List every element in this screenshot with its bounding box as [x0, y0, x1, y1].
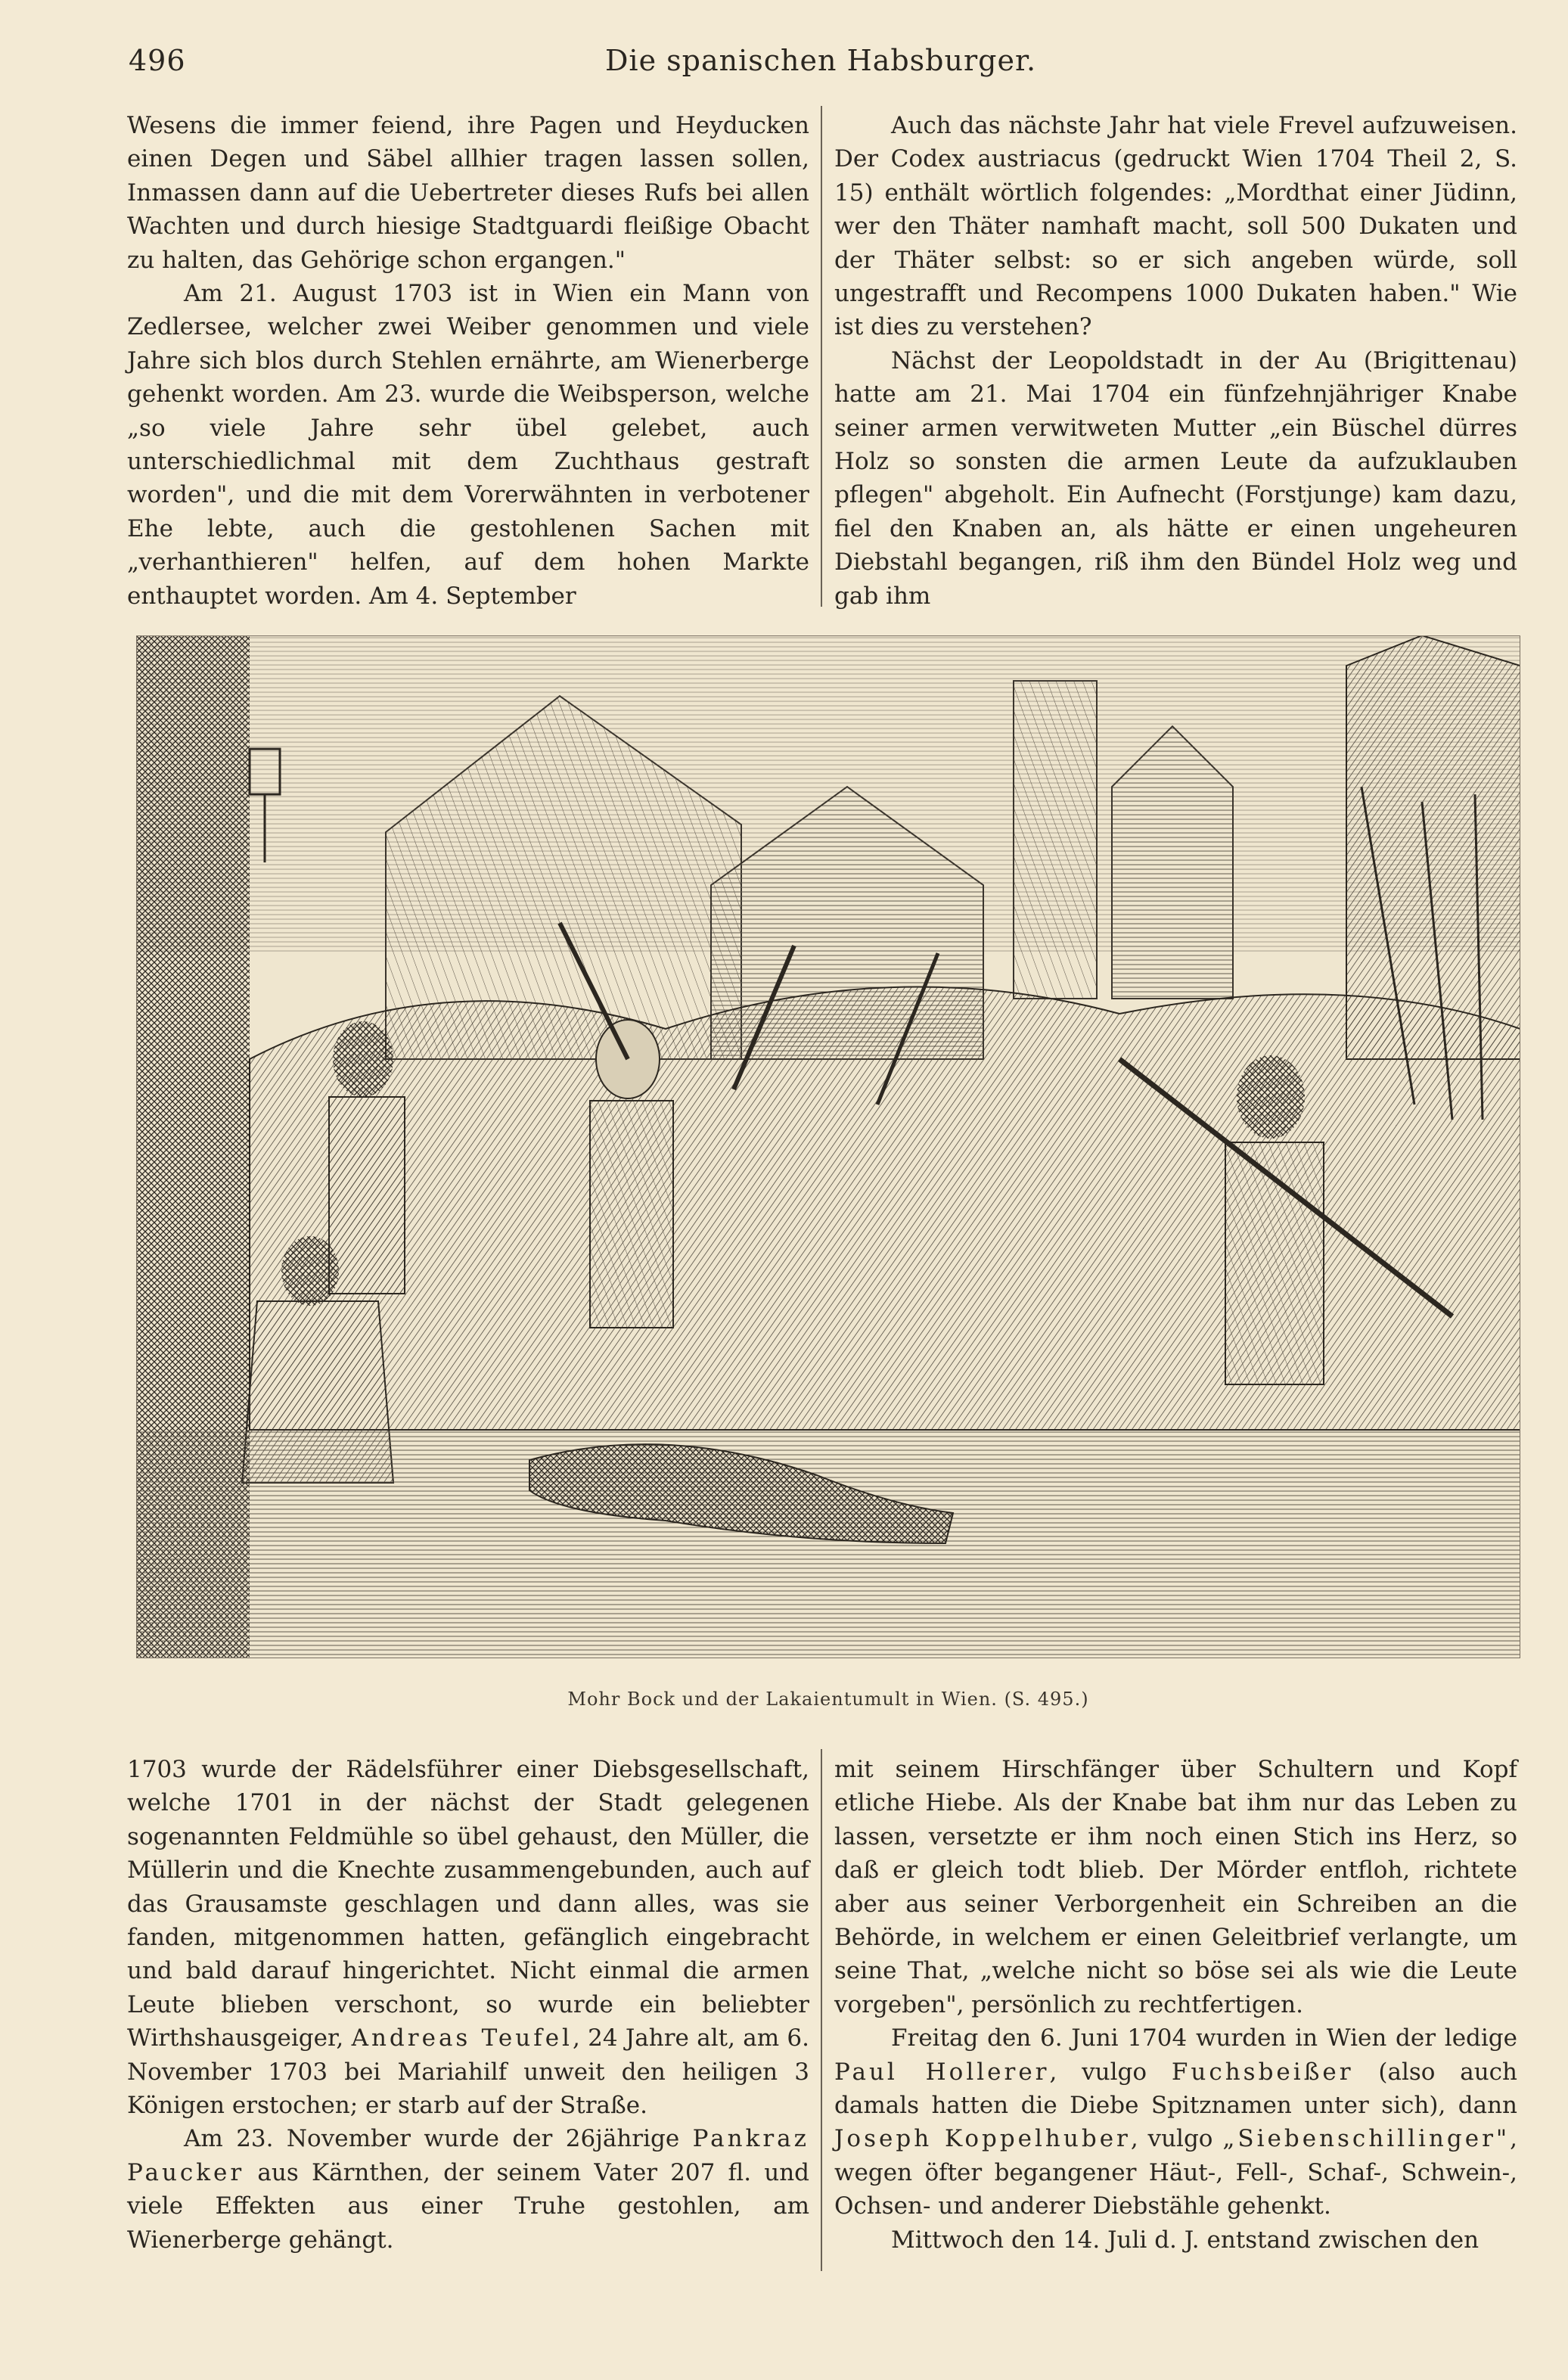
paragraph	[127, 1753, 809, 2122]
paragraph: Nächst der Leopoldstadt in der Au (Brigittenau) hatte am 21. Mai 1704 ein fünfzehnjähriger Knabe seiner armen verwitweten Mutter „ein Büschel dürres Holz so sonsten die armen Leute da aufzuklauben pflegen" abgeholt. Ein Aufnecht (Forstjunge) kam dazu, fiel den Knaben an, als hätte er einen ungeheuren Diebstahl begangen, riß ihm den Bündel Holz weg und gab ihm	[834, 346, 1517, 610]
paragraph-text: , vulgo	[1130, 2125, 1213, 2153]
figure-caption: Mohr Bock und der Lakaientumult in Wien. (S. 495.)	[567, 1689, 1089, 1710]
person-name: „Siebenschillinger"	[1222, 2125, 1511, 2153]
column-top-right	[834, 109, 1517, 613]
column-bottom-left	[127, 1753, 809, 2257]
engraving-illustration	[136, 635, 1520, 1658]
paragraph-text: 1703 wurde der Rädelsführer einer Diebsgesellschaft, welche 1701 in der nächst der Stadt gelegenen sogenannten Feldmühle so übel gehaust, den Müller, die Müllerin und die Knechte zusammengebunden, auch auf das Grausamste geschlagen und dann alles, was sie fanden, mitgenommen hatten, gefänglich eingebracht und bald darauf hingerichtet. Nicht einmal die armen Leute blieben verschont, so wurde ein beliebter Wirthshausgeiger,	[127, 1756, 809, 2052]
paragraph-text: , vulgo	[1049, 2058, 1147, 2086]
paragraph: Mittwoch den 14. Juli d. J. entstand zwischen den	[891, 2226, 1480, 2254]
column-divider	[821, 1749, 822, 2271]
running-title: Die spanischen Habsburger.	[604, 44, 1037, 77]
person-name: Joseph Koppelhuber	[834, 2125, 1131, 2153]
paragraph	[127, 2122, 809, 2257]
person-name: Fuchsbeißer	[1171, 2058, 1354, 2086]
paragraph-text: (also auch damals hatten die Diebe Spitznamen unter sich), dann	[834, 2058, 1518, 2120]
person-name: Andreas Teufel	[351, 2024, 573, 2052]
paragraph: Wesens die immer feiend, ihre Pagen und Heyducken einen Degen und Säbel allhier tragen lassen sollen, Inmassen dann auf die Uebertreter dieses Rufs bei allen Wachten und durch hiesige Stadtguardi fleißige Obacht zu halten, das Gehörige schon ergangen."	[127, 112, 809, 274]
page-number: 496	[129, 44, 186, 77]
column-top-left	[127, 109, 809, 613]
paragraph: Am 21. August 1703 ist in Wien ein Mann von Zedlersee, welcher zwei Weiber genommen und viele Jahre sich blos durch Stehlen ernährte, am Wienerberge gehenkt worden. Am 23. wurde die Weibsperson, welche „so viele Jahre sehr übel gelebet, auch unterschiedlichmal mit dem Zuchthaus gestraft worden", und die mit dem Vorerwähnten in verbotener Ehe lebte, auch die gestohlenen Sachen mit „verhanthieren" helfen, auf dem hohen Markte enthauptet worden. Am 4. September	[127, 280, 809, 610]
column-divider	[821, 106, 822, 607]
column-bottom-right	[834, 1753, 1517, 2257]
paragraph	[834, 2021, 1517, 2223]
paragraph: Auch das nächste Jahr hat viele Frevel aufzuweisen. Der Codex austriacus (gedruckt Wien 1704 Theil 2, S. 15) enthält wörtlich folgendes: „Mordthat einer Jüdinn, wer den Thäter namhaft macht, soll 500 Dukaten und der Thäter selbst: so er sich angeben würde, soll ungestrafft und Recompens 1000 Dukaten haben." Wie ist dies zu verstehen?	[834, 112, 1517, 341]
paragraph-text: , wegen öfter begangener Häut-, Fell-, Schaf-, Schwein-, Ochsen- und anderer Diebstähle gehenkt.	[834, 2125, 1518, 2220]
person-name: Pankraz Paucker	[127, 2125, 809, 2186]
paragraph: mit seinem Hirschfänger über Schultern und Kopf etliche Hiebe. Als der Knabe bat ihm nur das Leben zu lassen, versetzte er ihm noch einen Stich ins Herz, so daß er gleich todt blieb. Der Mörder entfloh, richtete aber aus seiner Verborgenheit ein Schreiben an die Behörde, in welchem er einen Geleitbrief verlangte, um seine That, „welche nicht so böse sei als wie die Leute vorgeben", persönlich zu rechtfertigen.	[834, 1756, 1517, 2018]
street-riot-engraving	[136, 635, 1520, 1658]
paragraph-text: aus Kärnthen, der seinem Vater 207 fl. und viele Effekten aus einer Truhe gestohlen, am Wienerberge gehängt.	[127, 2158, 810, 2254]
paragraph-text: , 24 Jahre alt, am 6. November 1703 bei Mariahilf unweit den heiligen 3 Königen erstochen; er starb auf der Straße.	[127, 2024, 809, 2120]
paragraph-text: Am 23. November wurde der 26jährige	[184, 2125, 680, 2153]
paragraph-text: Freitag den 6. Juni 1704 wurden in Wien der ledige	[891, 2024, 1517, 2052]
page-header	[129, 44, 1513, 89]
person-name: Paul Hollerer	[834, 2058, 1050, 2086]
